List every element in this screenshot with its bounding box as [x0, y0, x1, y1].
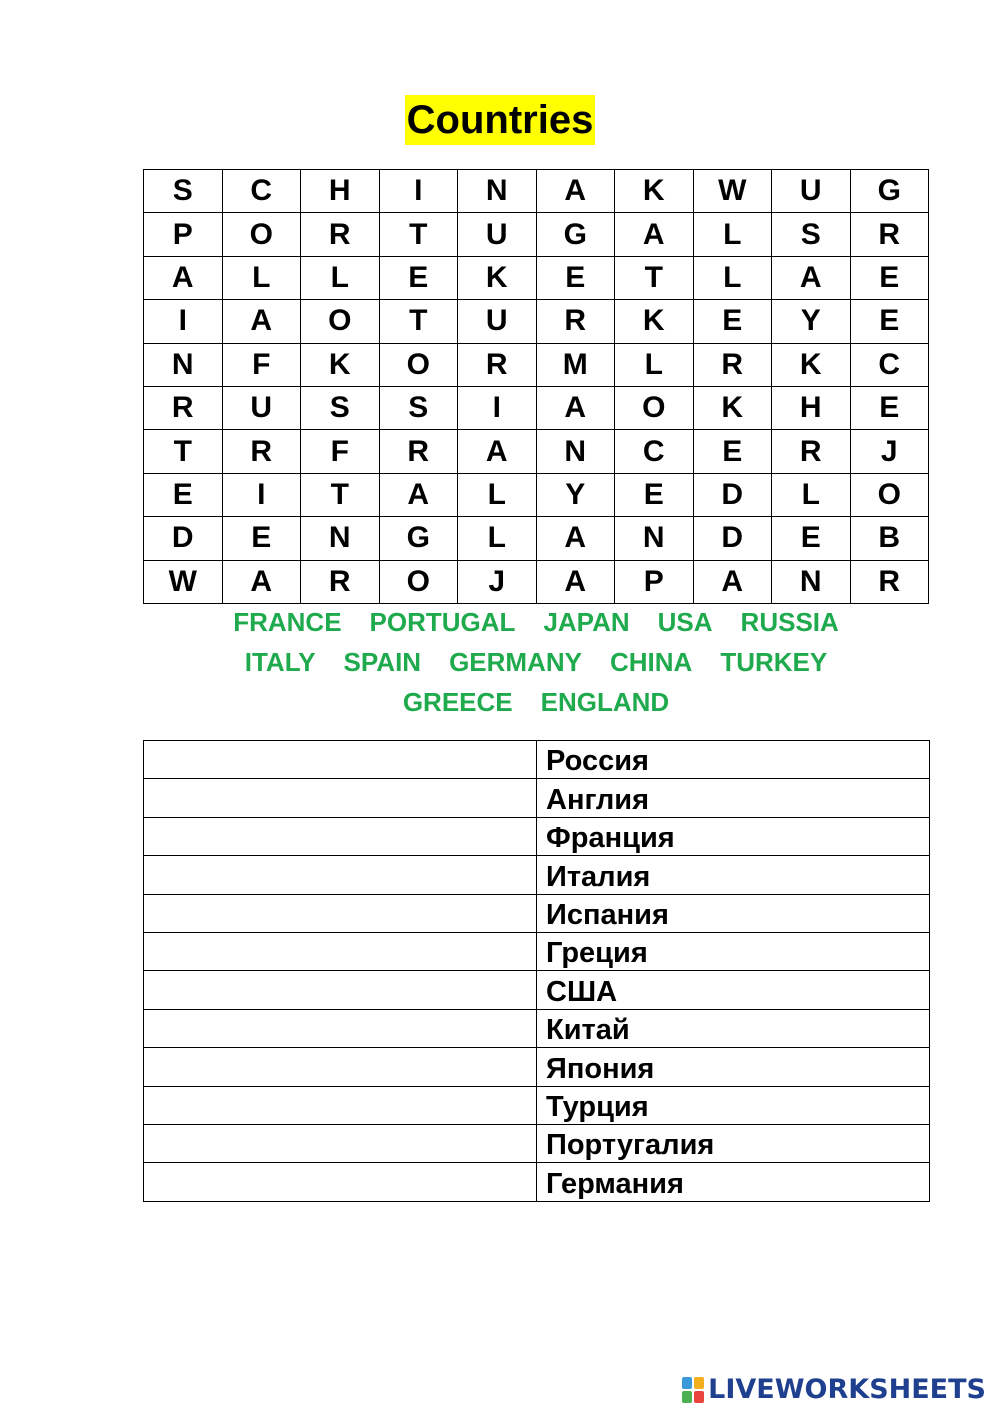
grid-cell[interactable]: A — [615, 213, 694, 256]
grid-cell[interactable]: R — [850, 560, 929, 603]
grid-cell[interactable]: O — [379, 560, 458, 603]
grid-cell[interactable]: R — [850, 213, 929, 256]
answer-field[interactable] — [144, 1048, 537, 1086]
answer-field[interactable] — [144, 817, 537, 855]
table-row — [144, 856, 930, 894]
russian-word: США — [537, 971, 930, 1009]
grid-cell[interactable]: G — [536, 213, 615, 256]
grid-cell[interactable]: I — [222, 473, 301, 516]
grid-row — [144, 343, 929, 386]
grid-row — [144, 386, 929, 429]
liveworksheets-logo — [682, 1374, 986, 1405]
grid-cell[interactable]: B — [850, 517, 929, 560]
word-bank-item: TURKEY — [720, 647, 828, 677]
word-bank-item: GERMANY — [449, 647, 582, 677]
grid-cell[interactable]: E — [144, 473, 223, 516]
grid-cell[interactable]: K — [615, 170, 694, 213]
russian-word: Япония — [537, 1048, 930, 1086]
grid-cell[interactable]: R — [144, 386, 223, 429]
grid-cell[interactable]: I — [144, 300, 223, 343]
grid-cell[interactable]: A — [458, 430, 537, 473]
table-row — [144, 1048, 930, 1086]
grid-row — [144, 430, 929, 473]
table-row — [144, 817, 930, 855]
russian-word: Англия — [537, 779, 930, 817]
russian-word: Россия — [537, 741, 930, 779]
grid-cell[interactable]: W — [693, 170, 772, 213]
grid-cell[interactable]: F — [222, 343, 301, 386]
word-bank — [143, 605, 929, 725]
grid-cell[interactable]: A — [772, 256, 851, 299]
grid-cell[interactable]: I — [458, 386, 537, 429]
grid-cell[interactable]: K — [301, 343, 380, 386]
grid-row — [144, 473, 929, 516]
answer-field[interactable] — [144, 1086, 537, 1124]
grid-cell[interactable]: A — [222, 560, 301, 603]
table-row — [144, 779, 930, 817]
grid-cell[interactable]: A — [536, 170, 615, 213]
grid-cell[interactable]: E — [850, 256, 929, 299]
grid-cell[interactable]: T — [301, 473, 380, 516]
answer-field[interactable] — [144, 894, 537, 932]
grid-cell[interactable]: H — [772, 386, 851, 429]
grid-cell[interactable]: L — [693, 256, 772, 299]
grid-cell[interactable]: A — [144, 256, 223, 299]
grid-cell[interactable]: U — [772, 170, 851, 213]
grid-cell[interactable]: O — [615, 386, 694, 429]
russian-word: Испания — [537, 894, 930, 932]
grid-cell[interactable]: E — [850, 300, 929, 343]
worksheet-title — [0, 95, 1000, 145]
grid-cell[interactable]: S — [772, 213, 851, 256]
grid-cell[interactable]: L — [615, 343, 694, 386]
grid-cell[interactable]: L — [458, 473, 537, 516]
grid-cell[interactable]: R — [301, 560, 380, 603]
grid-row — [144, 300, 929, 343]
grid-cell[interactable]: O — [301, 300, 380, 343]
title-text: Countries — [405, 95, 596, 145]
grid-cell[interactable]: J — [850, 430, 929, 473]
translation-table — [143, 740, 930, 1202]
word-bank-line — [143, 685, 929, 725]
grid-cell[interactable]: A — [379, 473, 458, 516]
grid-cell[interactable]: E — [222, 517, 301, 560]
answer-field[interactable] — [144, 932, 537, 970]
word-bank-item: SPAIN — [343, 647, 422, 677]
grid-cell[interactable]: R — [536, 300, 615, 343]
russian-word: Италия — [537, 856, 930, 894]
grid-cell[interactable]: T — [379, 300, 458, 343]
russian-word: Китай — [537, 1009, 930, 1047]
grid-cell[interactable]: U — [458, 213, 537, 256]
grid-cell[interactable]: G — [850, 170, 929, 213]
grid-cell[interactable]: F — [301, 430, 380, 473]
grid-cell[interactable]: Y — [536, 473, 615, 516]
grid-row — [144, 213, 929, 256]
grid-cell[interactable]: E — [379, 256, 458, 299]
table-row — [144, 1124, 930, 1162]
grid-row — [144, 170, 929, 213]
answer-field[interactable] — [144, 856, 537, 894]
table-row — [144, 971, 930, 1009]
grid-cell[interactable]: R — [458, 343, 537, 386]
grid-cell[interactable]: O — [379, 343, 458, 386]
answer-field[interactable] — [144, 971, 537, 1009]
grid-cell[interactable]: A — [536, 560, 615, 603]
grid-cell[interactable]: R — [301, 213, 380, 256]
grid-cell[interactable]: S — [301, 386, 380, 429]
grid-cell[interactable]: A — [222, 300, 301, 343]
grid-cell[interactable]: N — [772, 560, 851, 603]
word-bank-item: ITALY — [244, 647, 316, 677]
answer-field[interactable] — [144, 1124, 537, 1162]
grid-cell[interactable]: L — [458, 517, 537, 560]
word-search-grid — [143, 169, 929, 604]
russian-word: Франция — [537, 817, 930, 855]
grid-row — [144, 256, 929, 299]
liveworksheets-logo-icon — [682, 1377, 704, 1403]
grid-cell[interactable]: R — [222, 430, 301, 473]
grid-cell[interactable]: N — [301, 517, 380, 560]
answer-field[interactable] — [144, 741, 537, 779]
grid-cell[interactable]: C — [850, 343, 929, 386]
grid-cell[interactable]: K — [693, 386, 772, 429]
grid-cell[interactable]: D — [144, 517, 223, 560]
grid-cell[interactable]: S — [379, 386, 458, 429]
grid-cell[interactable]: N — [536, 430, 615, 473]
grid-cell[interactable]: C — [615, 430, 694, 473]
grid-cell[interactable]: E — [615, 473, 694, 516]
grid-cell[interactable]: W — [144, 560, 223, 603]
word-bank-line — [143, 605, 929, 645]
grid-cell[interactable]: O — [850, 473, 929, 516]
grid-cell[interactable]: L — [301, 256, 380, 299]
grid-cell[interactable]: K — [615, 300, 694, 343]
table-row — [144, 1086, 930, 1124]
grid-cell[interactable]: T — [379, 213, 458, 256]
grid-cell[interactable]: P — [144, 213, 223, 256]
grid-cell[interactable]: T — [144, 430, 223, 473]
grid-cell[interactable]: N — [458, 170, 537, 213]
word-bank-item: CHINA — [609, 647, 693, 677]
grid-cell[interactable]: H — [301, 170, 380, 213]
grid-cell[interactable]: A — [693, 560, 772, 603]
word-bank-item: ENGLAND — [540, 687, 670, 717]
grid-row — [144, 560, 929, 603]
grid-cell[interactable]: L — [693, 213, 772, 256]
grid-cell[interactable]: A — [536, 517, 615, 560]
table-row — [144, 894, 930, 932]
grid-cell[interactable]: E — [772, 517, 851, 560]
grid-cell[interactable]: L — [222, 256, 301, 299]
grid-cell[interactable]: O — [222, 213, 301, 256]
russian-word: Германия — [537, 1163, 930, 1201]
grid-cell[interactable]: S — [144, 170, 223, 213]
word-bank-line — [143, 645, 929, 685]
grid-cell[interactable]: P — [615, 560, 694, 603]
grid-cell[interactable]: K — [772, 343, 851, 386]
grid-cell[interactable]: E — [850, 386, 929, 429]
word-bank-item: PORTUGAL — [369, 607, 516, 637]
table-row — [144, 1163, 930, 1201]
grid-cell[interactable]: E — [536, 256, 615, 299]
word-bank-item: RUSSIA — [740, 607, 839, 637]
grid-cell[interactable]: E — [693, 300, 772, 343]
russian-word: Португалия — [537, 1124, 930, 1162]
grid-cell[interactable]: G — [379, 517, 458, 560]
grid-cell[interactable]: U — [222, 386, 301, 429]
table-row — [144, 741, 930, 779]
grid-cell[interactable]: M — [536, 343, 615, 386]
grid-cell[interactable]: N — [144, 343, 223, 386]
grid-cell[interactable]: N — [615, 517, 694, 560]
grid-cell[interactable]: Y — [772, 300, 851, 343]
grid-cell[interactable]: R — [693, 343, 772, 386]
answer-field[interactable] — [144, 779, 537, 817]
grid-cell[interactable]: D — [693, 517, 772, 560]
word-bank-item: GREECE — [402, 687, 513, 717]
grid-cell[interactable]: L — [772, 473, 851, 516]
grid-cell[interactable]: D — [693, 473, 772, 516]
grid-cell[interactable]: A — [536, 386, 615, 429]
grid-row — [144, 517, 929, 560]
answer-field[interactable] — [144, 1163, 537, 1201]
grid-cell[interactable]: R — [379, 430, 458, 473]
grid-cell[interactable]: R — [772, 430, 851, 473]
table-row — [144, 932, 930, 970]
grid-cell[interactable]: E — [693, 430, 772, 473]
grid-cell[interactable]: K — [458, 256, 537, 299]
grid-cell[interactable]: U — [458, 300, 537, 343]
word-bank-item: JAPAN — [543, 607, 630, 637]
grid-cell[interactable]: T — [615, 256, 694, 299]
russian-word: Греция — [537, 932, 930, 970]
grid-cell[interactable]: I — [379, 170, 458, 213]
logo-text: LIVEWORKSHEETS — [708, 1374, 986, 1405]
grid-cell[interactable]: C — [222, 170, 301, 213]
word-bank-item: USA — [657, 607, 713, 637]
answer-field[interactable] — [144, 1009, 537, 1047]
russian-word: Турция — [537, 1086, 930, 1124]
grid-cell[interactable]: J — [458, 560, 537, 603]
table-row — [144, 1009, 930, 1047]
word-bank-item: FRANCE — [233, 607, 342, 637]
